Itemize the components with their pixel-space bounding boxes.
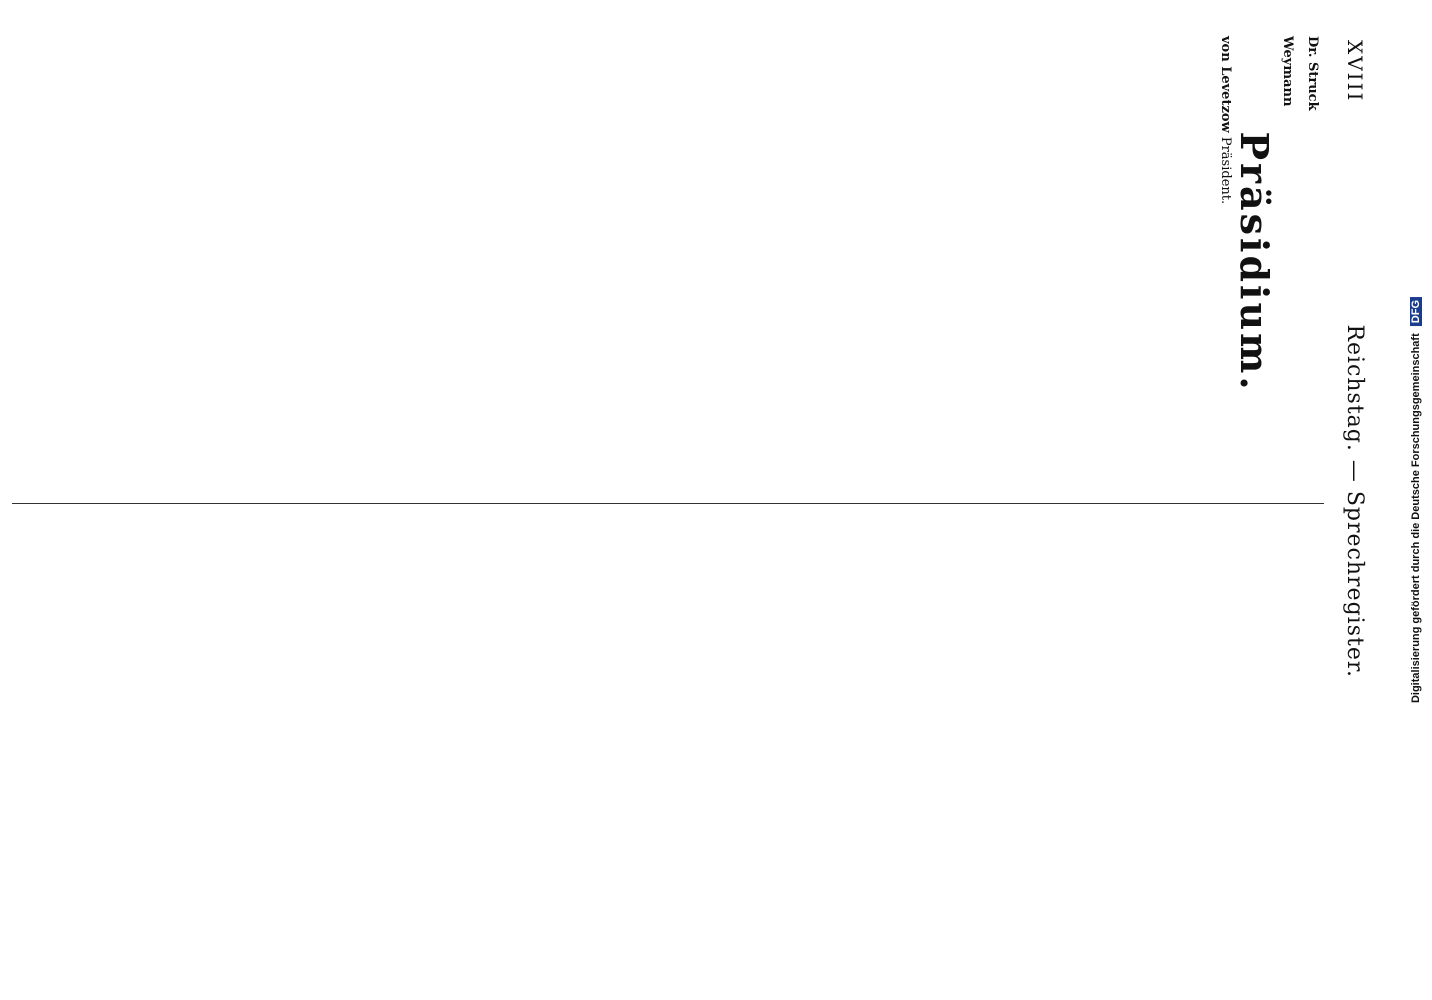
- section-title: Präsidium.: [1232, 131, 1277, 393]
- left-column: [10, 36, 1322, 488]
- entry-text: Präsident.: [1218, 136, 1233, 205]
- entry-heading: von Levetzow: [1218, 36, 1233, 133]
- register-entry: [1303, 36, 1322, 488]
- column-divider: [12, 503, 1324, 504]
- digitization-strip: [1402, 0, 1430, 1000]
- page-header: [1338, 40, 1372, 960]
- register-entry: [1278, 36, 1297, 488]
- digitization-notice: [1410, 297, 1422, 703]
- running-title: Reichstag. — Sprechregister.: [1342, 324, 1368, 678]
- digitization-text: Digitalisierung gefördert durch die Deutsche Forschungsgemeinschaft: [1410, 333, 1422, 704]
- entry-heading: Dr. Struck: [1305, 36, 1320, 111]
- dfg-logo: DFG: [1410, 297, 1422, 326]
- right-column: [10, 515, 1322, 967]
- page-number: XVIII: [1343, 40, 1367, 103]
- entry-heading: Weymann: [1280, 36, 1295, 107]
